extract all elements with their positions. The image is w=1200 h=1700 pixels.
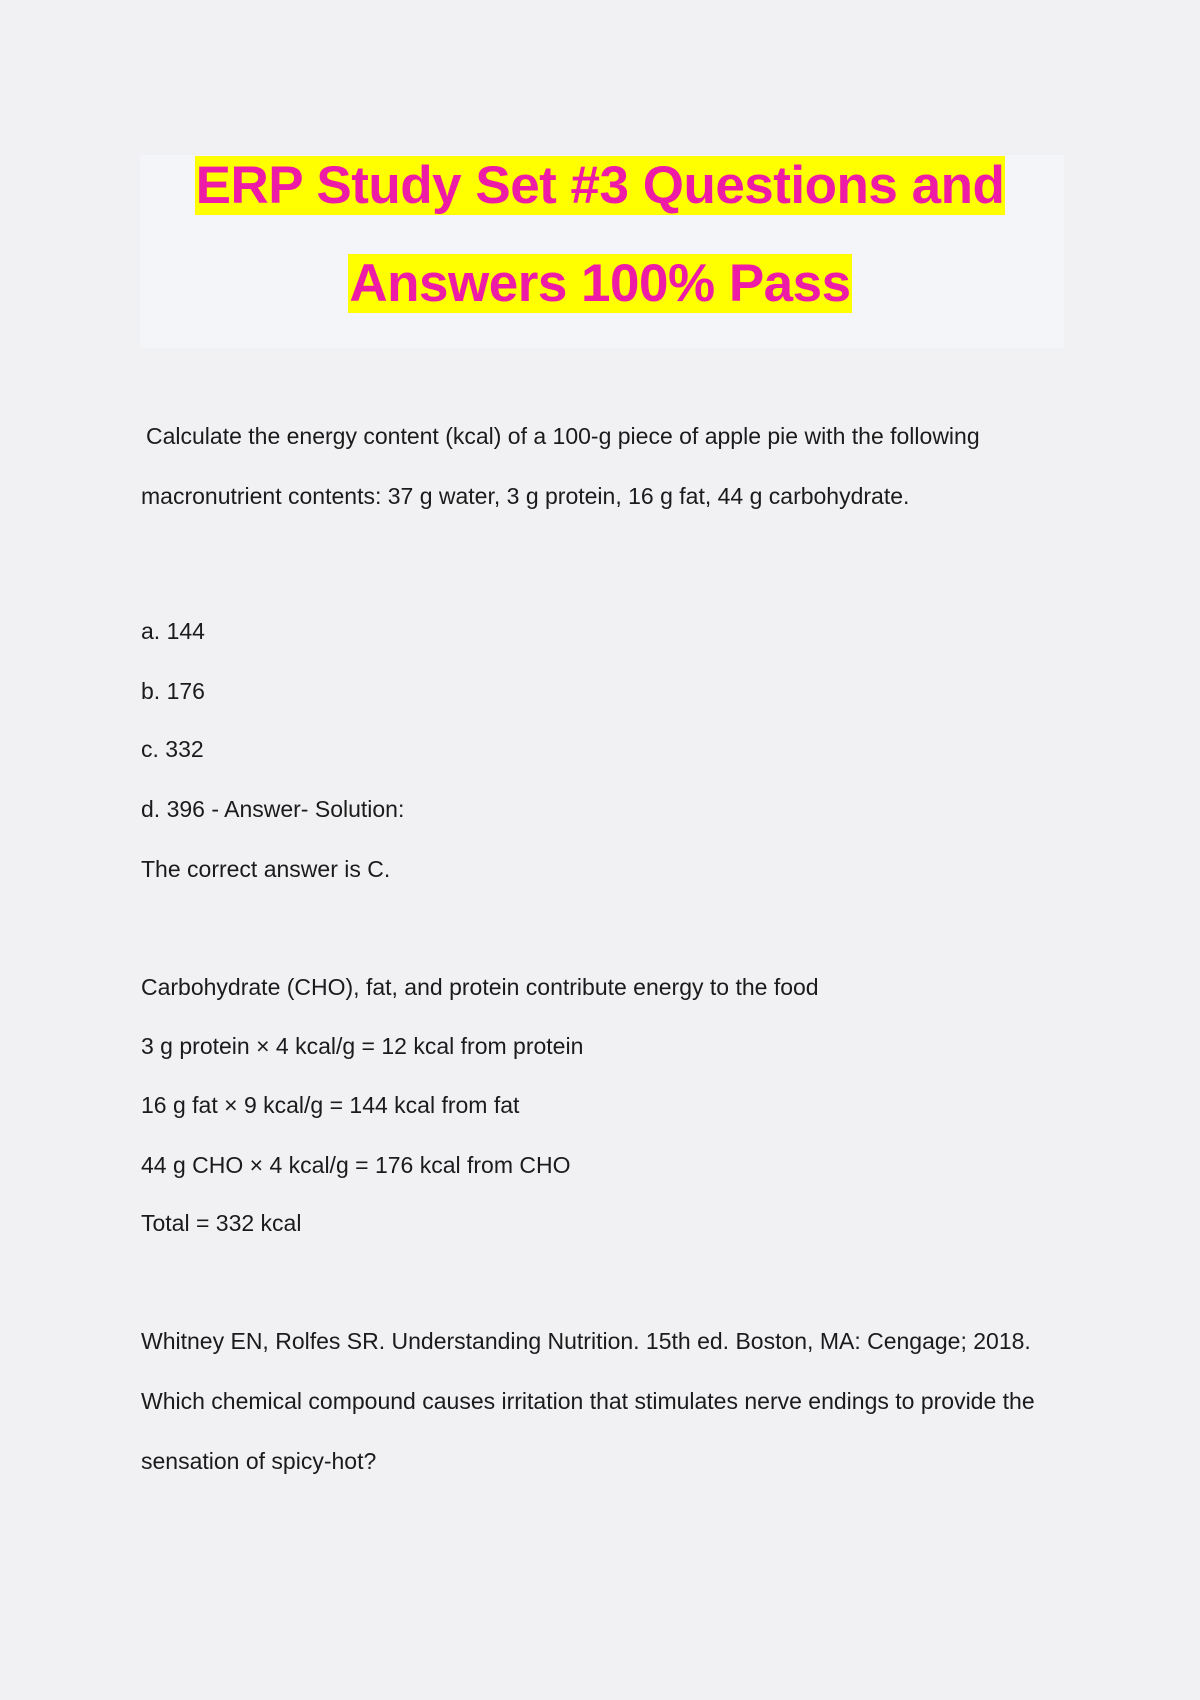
title-highlight-2: Answers 100% Pass [349, 254, 851, 313]
question-1-text-line-1: Calculate the energy content (kcal) of a 100-g piece of apple pie with the following [146, 423, 980, 449]
explanation-line-4: 44 g CHO × 4 kcal/g = 176 kcal from CHO [141, 1152, 571, 1178]
question-2-text-line-1: Which chemical compound causes irritation that stimulates nerve endings to provide the [141, 1388, 1035, 1414]
option-c: c. 332 [141, 736, 204, 762]
explanation-total: Total = 332 kcal [141, 1210, 302, 1236]
document-title-line-2 [0, 253, 1200, 315]
option-d-answer: d. 396 - Answer- Solution: [141, 796, 405, 822]
question-1-text-line-2: macronutrient contents: 37 g water, 3 g protein, 16 g fat, 44 g carbohydrate. [141, 483, 910, 509]
document-title-line-1 [0, 155, 1200, 217]
explanation-line-3: 16 g fat × 9 kcal/g = 144 kcal from fat [141, 1092, 520, 1118]
option-b: b. 176 [141, 678, 205, 704]
question-2-text-line-2: sensation of spicy-hot? [141, 1448, 377, 1474]
correct-answer: The correct answer is C. [141, 856, 391, 882]
explanation-line-1: Carbohydrate (CHO), fat, and protein contribute energy to the food [141, 974, 819, 1000]
title-highlight-1: ERP Study Set #3 Questions and [195, 156, 1005, 215]
reference-citation: Whitney EN, Rolfes SR. Understanding Nutrition. 15th ed. Boston, MA: Cengage; 2018. [141, 1328, 1031, 1354]
option-a: a. 144 [141, 618, 205, 644]
explanation-line-2: 3 g protein × 4 kcal/g = 12 kcal from protein [141, 1033, 584, 1059]
